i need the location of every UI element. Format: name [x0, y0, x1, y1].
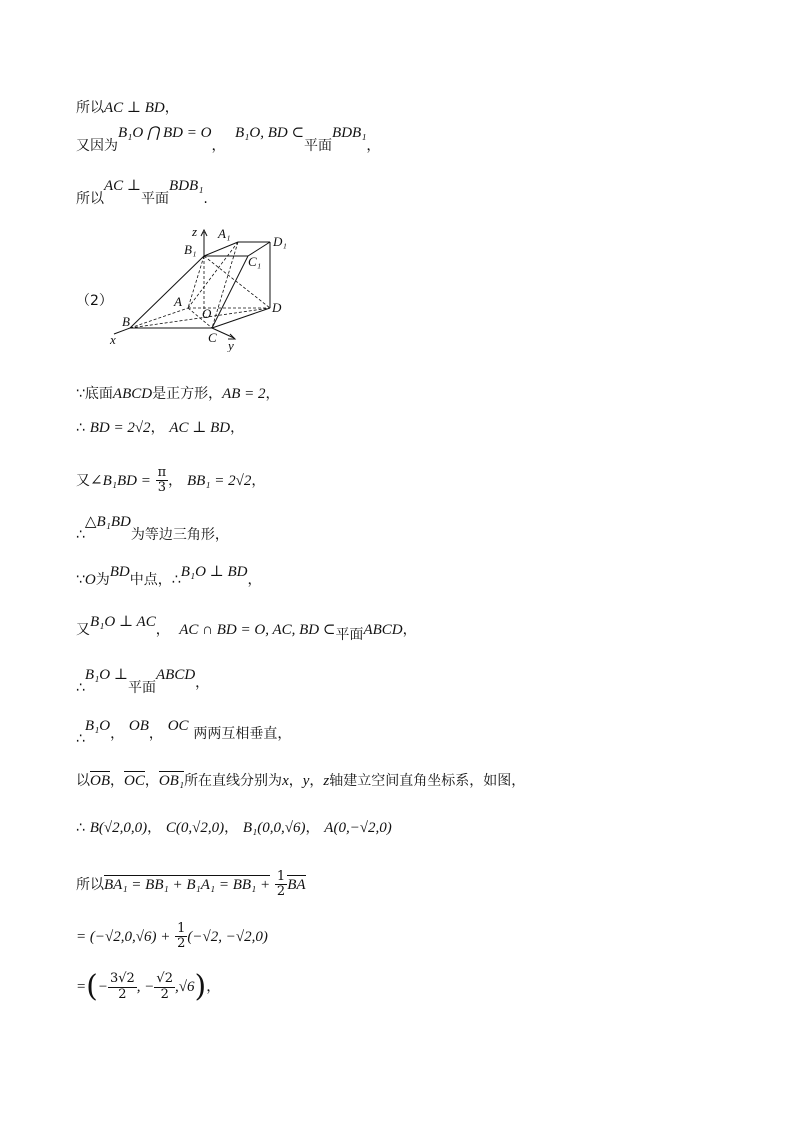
line-6: 又∠B₁BD = $\frac{\pi}{3}$ ， BB₁ = 2√2，: [76, 465, 266, 496]
prism-figure: [108, 222, 288, 352]
line-7: ∴△B₁BD为等边三角形，: [76, 514, 229, 543]
label-c: C: [208, 330, 217, 345]
line-4: ∵底面ABCD是正方形，AB = 2，: [76, 386, 280, 402]
line-8: ∵O为BD中点，∴B₁O ⊥ BD，: [76, 564, 262, 588]
label-a1: A₁: [218, 226, 231, 241]
line-3: 所以AC ⊥平面BDB₁.: [76, 178, 208, 207]
fraction-3sqrt2-over-2: $\frac{3√2}{2}$: [109, 971, 135, 1002]
line-12: 以OB，OC，OB₁所在直线分别为x，y，z轴建立空间直角坐标系，如图，: [76, 773, 526, 789]
label-o: O: [202, 306, 212, 321]
label-b1: B₁: [184, 242, 197, 257]
part-2-label: （2）: [76, 293, 113, 309]
dash-b-d: [130, 308, 270, 328]
line-16: =(− $\frac{3√2}{2}$ , − $\frac{√2}{2}$ ,√6)，: [76, 969, 221, 1004]
line-13: ∴ B(√2,0,0)， C(0,√2,0)， B₁(0,0,√6)， A(0,−√2,0): [76, 820, 392, 836]
edge-b1-a1: [204, 242, 238, 256]
dash-b-a: [130, 308, 188, 328]
fraction-sqrt2-over-2: $\frac{√2}{2}$: [156, 971, 173, 1002]
fraction-one-half: $\frac{1}{2}$: [276, 869, 286, 900]
line-2: 又因为B₁O ⋂ BD = O， B₁O, BD ⊂平面BDB₁，: [76, 125, 381, 154]
label-x: x: [110, 332, 116, 347]
line-9: 又B₁O ⊥ AC， AC ∩ BD = O, AC, BD ⊂平面ABCD，: [76, 614, 417, 643]
line-11: ∴B₁O， OB， OC 两两互相垂直，: [76, 718, 292, 747]
label-z: z: [192, 224, 198, 239]
line-1: 所以AC ⊥ BD，: [76, 100, 179, 116]
label-a: A: [174, 294, 182, 309]
label-d: D: [272, 300, 282, 315]
line-10: ∴B₁O ⊥平面ABCD，: [76, 667, 210, 696]
label-y: y: [228, 338, 234, 352]
dash-a1-c: [212, 242, 238, 328]
line-14: 所以BA₁ = BB₁ + B₁A₁ = BB₁ + $\frac{1}{2}$ BA: [76, 869, 306, 900]
line-5: ∴ BD = 2√2， AC ⊥ BD，: [76, 420, 245, 436]
line-15: = (−√2,0,√6) + $\frac{1}{2}$ (−√2, −√2,0): [76, 921, 268, 952]
label-c1: C₁: [248, 254, 262, 269]
fraction-pi-over-3: $\frac{\pi}{3}$: [157, 465, 167, 496]
fraction-one-half-2: $\frac{1}{2}$: [177, 921, 186, 952]
label-d1: D₁: [273, 234, 287, 249]
label-b: B: [122, 314, 130, 329]
